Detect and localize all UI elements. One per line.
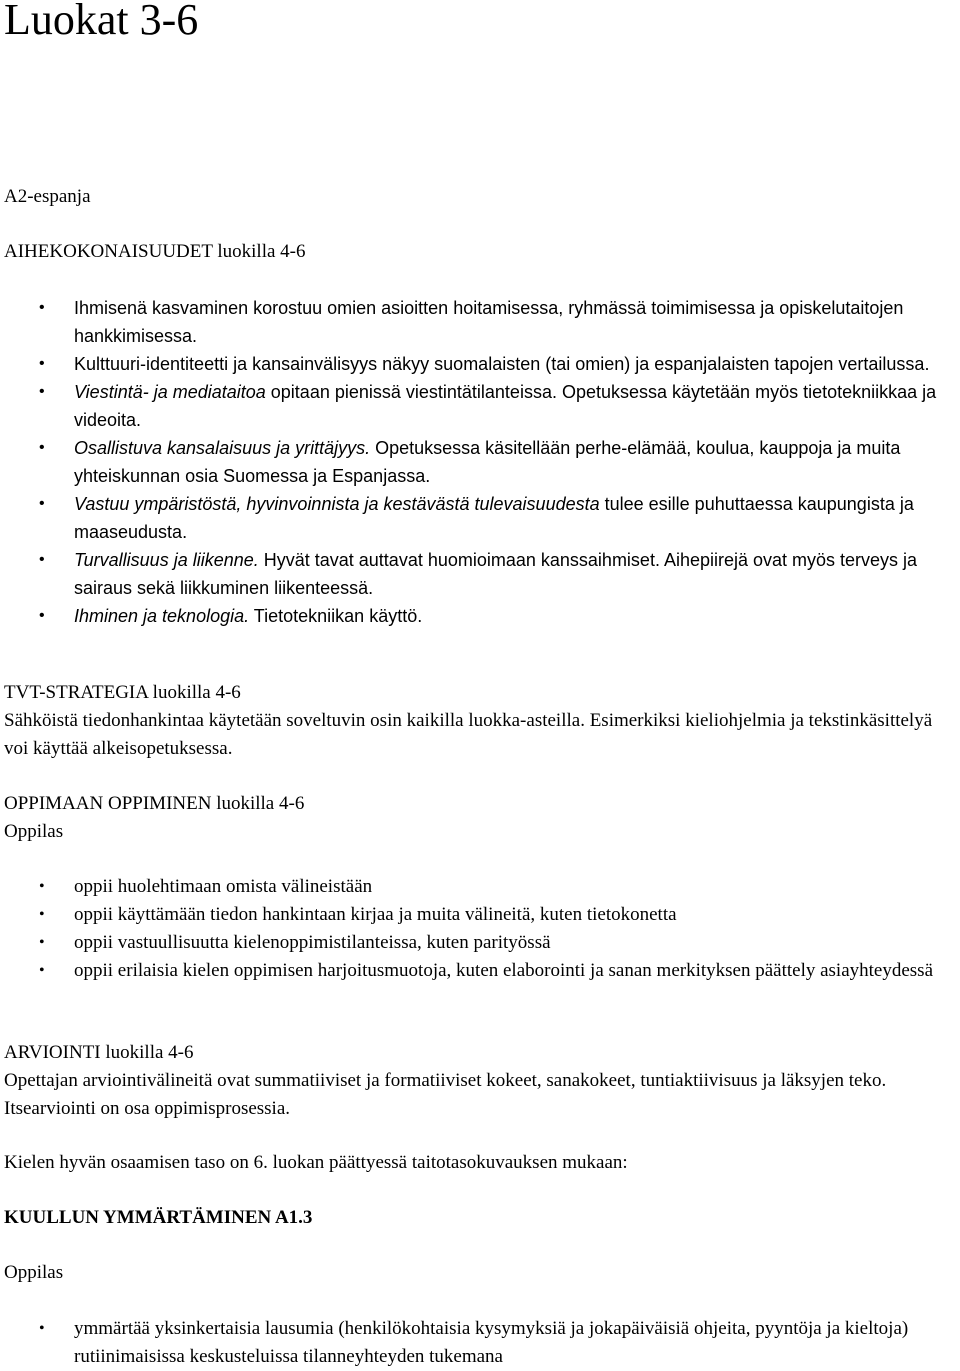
list-item (4, 602, 958, 630)
oppimaan-heading: OPPIMAAN OPPIMINEN luokilla 4-6 (4, 793, 305, 814)
bullet-icon: • (39, 906, 45, 923)
bullet-icon: • (39, 1320, 45, 1337)
list-item-text: tulee esille puhuttaessa kaupungista ja maaseudusta. (74, 494, 914, 542)
bullet-icon: • (39, 878, 45, 895)
list-item (4, 546, 958, 602)
bullet-icon: • (39, 607, 45, 624)
list-item (4, 901, 958, 929)
list-item (4, 873, 958, 901)
list-item-text: oppii vastuullisuutta kielenoppimistilanteissa, kuten parityössä (74, 932, 551, 953)
tvt-paragraph: Sähköistä tiedonhankintaa käytetään soveltuvin osin kaikilla luokka-asteilla. Esimerkiksi kieliohjelmia ja tekstinkäsittelyä voi käyttää alkeisopetuksessa. (4, 710, 933, 759)
list-item (4, 1315, 958, 1371)
bullet-icon: • (39, 962, 45, 979)
list-item-text: Tietotekniikan käyttö. (249, 606, 423, 626)
aihekokonaisuudet-heading: AIHEKOKONAISUUDET luokilla 4-6 (4, 241, 306, 262)
list-item-text: oppii erilaisia kielen oppimisen harjoitusmuotoja, kuten elaborointi ja sanan merkityksen päättely asiayhteydessä (74, 960, 933, 981)
page-title: Luokat 3-6 (4, 0, 199, 44)
list-item-text: opitaan pienissä viestintätilanteissa. Opetuksessa käytetään myös tietotekniikkaa ja videoita. (74, 382, 937, 430)
list-item (4, 378, 958, 434)
list-item-italic: Vastuu ympäristöstä, hyvinvoinnista ja kestävästä tulevaisuudesta (74, 494, 600, 514)
list-item (4, 294, 958, 350)
list-item (4, 957, 958, 985)
arviointi-paragraph: Opettajan arviointivälineitä ovat summatiiviset ja formatiiviset kokeet, sanakokeet, tuntiaktiivisuus ja läksyjen teko. Itsearviointi on osa oppimisprosessia. (4, 1070, 887, 1119)
bullet-icon: • (39, 383, 45, 400)
kuullun-heading: KUULLUN YMMÄRTÄMINEN A1.3 (4, 1207, 313, 1228)
taso-paragraph: Kielen hyvän osaamisen taso on 6. luokan päättyessä taitotasokuvauksen mukaan: (4, 1152, 628, 1173)
list-item-text: oppii käyttämään tiedon hankintaan kirjaa ja muita välineitä, kuten tietokonetta (74, 904, 677, 925)
arviointi-heading: ARVIOINTI luokilla 4-6 (4, 1042, 194, 1063)
list-item-text: Ihmisenä kasvaminen korostuu omien asioitten hoitamisessa, ryhmässä toimimisessa ja opiskelutaitojen hankkimisessa. (74, 298, 904, 346)
list-item-italic: Ihminen ja teknologia. (74, 606, 250, 626)
subject-line: A2-espanja (4, 186, 91, 207)
list-item-italic: Viestintä- ja mediataitoa (74, 382, 266, 402)
list-item-text: oppii huolehtimaan omista välineistään (74, 876, 373, 897)
tvt-heading: TVT-STRATEGIA luokilla 4-6 (4, 682, 241, 703)
bullet-icon: • (39, 439, 45, 456)
oppimaan-subheading: Oppilas (4, 821, 64, 842)
bullet-icon: • (39, 495, 45, 512)
kuullun-subheading: Oppilas (4, 1262, 64, 1283)
bullet-icon: • (39, 299, 45, 316)
list-item-italic: Turvallisuus ja liikenne. (74, 550, 259, 570)
list-item-text: ymmärtää yksinkertaisia lausumia (henkilökohtaisia kysymyksiä ja jokapäiväisiä ohjeita, pyyntöja ja kieltoja) rutiinimaisissa keskusteluissa tilanneyhteyden tukemana (74, 1318, 909, 1367)
list-item (4, 434, 958, 490)
list-item-italic: Osallistuva kansalaisuus ja yrittäjyys. (74, 438, 371, 458)
list-item (4, 929, 958, 957)
aihekokonaisuudet-list (4, 294, 958, 630)
oppimaan-list (4, 873, 958, 985)
bullet-icon: • (39, 355, 45, 372)
list-item (4, 350, 958, 378)
list-item (4, 490, 958, 546)
list-item-text: Hyvät tavat auttavat huomioimaan kanssaihmiset. Aihepiirejä ovat myös terveys ja sairaus sekä liikkuminen liikenteessä. (74, 550, 918, 598)
list-item-text: Opetuksessa käsitellään perhe-elämää, koulua, kauppoja ja muita yhteiskunnan osia Suomessa ja Espanjassa. (74, 438, 901, 486)
bullet-icon: • (39, 551, 45, 568)
kuullun-list (4, 1315, 958, 1371)
list-item-text: Kulttuuri-identiteetti ja kansainvälisyys näkyy suomalaisten (tai omien) ja espanjalaisten tapojen vertailussa. (74, 354, 930, 374)
bullet-icon: • (39, 934, 45, 951)
